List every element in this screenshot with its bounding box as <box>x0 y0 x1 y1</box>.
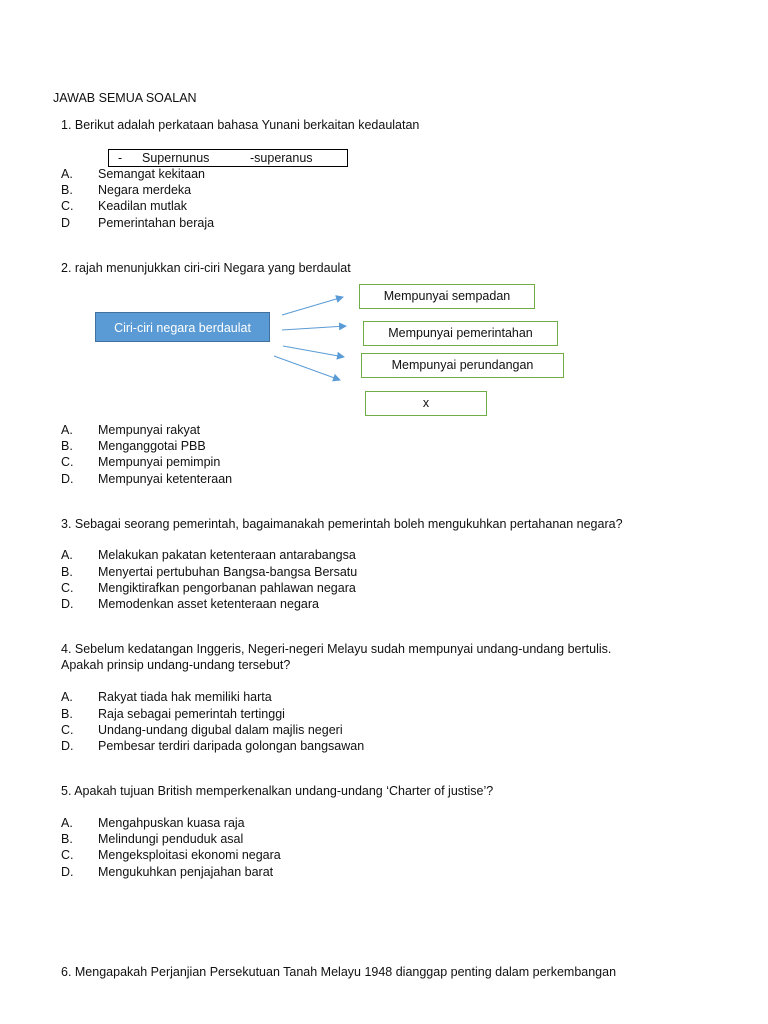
option-row <box>61 723 661 739</box>
option-row <box>61 439 661 455</box>
option-letter: D <box>61 216 71 230</box>
diagram-box-pemerintahan: Mempunyai pemerintahan <box>363 321 558 346</box>
option-row <box>61 865 661 881</box>
question-5-text: 5. Apakah tujuan British memperkenalkan undang-undang ‘Charter of justise’? <box>61 784 494 798</box>
option-row <box>61 423 661 439</box>
diagram-box-perundangan: Mempunyai perundangan <box>361 353 564 378</box>
option-letter: D. <box>61 865 74 879</box>
option-text: Mengiktirafkan pengorbanan pahlawan negara <box>98 581 356 595</box>
option-letter: C. <box>61 581 74 595</box>
option-text: Undang-undang digubal dalam majlis negeri <box>98 723 343 737</box>
arrow-to-box-1 <box>282 297 343 315</box>
option-row <box>61 565 661 581</box>
word-box-dash: - <box>118 151 123 165</box>
question-4-text-line1: 4. Sebelum kedatangan Inggeris, Negeri-negeri Melayu sudah mempunyai undang-undang bertulis. <box>61 642 612 656</box>
option-text: Pemerintahan beraja <box>98 216 215 230</box>
option-letter: D. <box>61 597 74 611</box>
option-text: Memodenkan asset ketenteraan negara <box>98 597 319 611</box>
option-letter: A. <box>61 423 73 437</box>
word-box-word2: -superanus <box>250 151 313 165</box>
question-1-text: 1. Berikut adalah perkataan bahasa Yunani berkaitan kedaulatan <box>61 118 420 132</box>
option-row <box>61 581 661 597</box>
option-text: Menganggotai PBB <box>98 439 206 453</box>
option-row <box>61 739 661 755</box>
option-row <box>61 848 661 864</box>
option-text: Semangat kekitaan <box>98 167 206 181</box>
option-text: Mempunyai ketenteraan <box>98 472 233 486</box>
option-row <box>61 472 661 488</box>
question-6-text: 6. Mengapakah Perjanjian Persekutuan Tanah Melayu 1948 dianggap penting dalam perkembangan <box>61 965 617 979</box>
option-text: Raja sebagai pemerintah tertinggi <box>98 707 285 721</box>
option-letter: A. <box>61 548 73 562</box>
option-text: Pembesar terdiri daripada golongan bangsawan <box>98 739 365 753</box>
option-letter: A. <box>61 816 73 830</box>
arrow-to-box-2 <box>282 326 346 330</box>
option-text: Mengahpuskan kuasa raja <box>98 816 245 830</box>
option-letter: C. <box>61 199 74 213</box>
option-letter: B. <box>61 707 73 721</box>
option-letter: A. <box>61 690 73 704</box>
diagram-center-box: Ciri-ciri negara berdaulat <box>95 312 270 342</box>
question-4-text-line2: Apakah prinsip undang-undang tersebut? <box>61 658 291 672</box>
diagram-box-x: x <box>365 391 487 416</box>
option-letter: C. <box>61 455 74 469</box>
option-text: Mengeksploitasi ekonomi negara <box>98 848 281 862</box>
option-row <box>61 816 661 832</box>
option-row <box>61 832 661 848</box>
question-3-text: 3. Sebagai seorang pemerintah, bagaimanakah pemerintah boleh mengukuhkan pertahanan negara? <box>61 517 623 531</box>
option-row <box>61 548 661 564</box>
option-letter: B. <box>61 565 73 579</box>
option-row <box>61 707 661 723</box>
option-letter: D. <box>61 739 74 753</box>
option-text: Melakukan pakatan ketenteraan antarabangsa <box>98 548 356 562</box>
option-text: Negara merdeka <box>98 183 192 197</box>
option-letter: B. <box>61 439 73 453</box>
option-letter: B. <box>61 183 73 197</box>
option-letter: C. <box>61 848 74 862</box>
arrow-to-box-4 <box>274 356 340 380</box>
option-row <box>61 597 661 613</box>
option-letter: D. <box>61 472 74 486</box>
option-text: Mengukuhkan penjajahan barat <box>98 865 274 879</box>
option-row <box>61 690 661 706</box>
option-text: Melindungi penduduk asal <box>98 832 244 846</box>
option-text: Mempunyai rakyat <box>98 423 201 437</box>
option-letter: C. <box>61 723 74 737</box>
option-letter: B. <box>61 832 73 846</box>
diagram-box-sempadan: Mempunyai sempadan <box>359 284 535 309</box>
word-box-word1: Supernunus <box>142 151 210 165</box>
option-text: Menyertai pertubuhan Bangsa-bangsa Bersatu <box>98 565 358 579</box>
option-letter: A. <box>61 167 73 181</box>
option-row <box>61 455 661 471</box>
arrow-to-box-3 <box>283 346 344 357</box>
question-2-text: 2. rajah menunjukkan ciri-ciri Negara yang berdaulat <box>61 261 351 275</box>
page-heading: JAWAB SEMUA SOALAN <box>53 91 197 105</box>
option-text: Rakyat tiada hak memiliki harta <box>98 690 272 704</box>
option-text: Keadilan mutlak <box>98 199 187 213</box>
option-text: Mempunyai pemimpin <box>98 455 221 469</box>
